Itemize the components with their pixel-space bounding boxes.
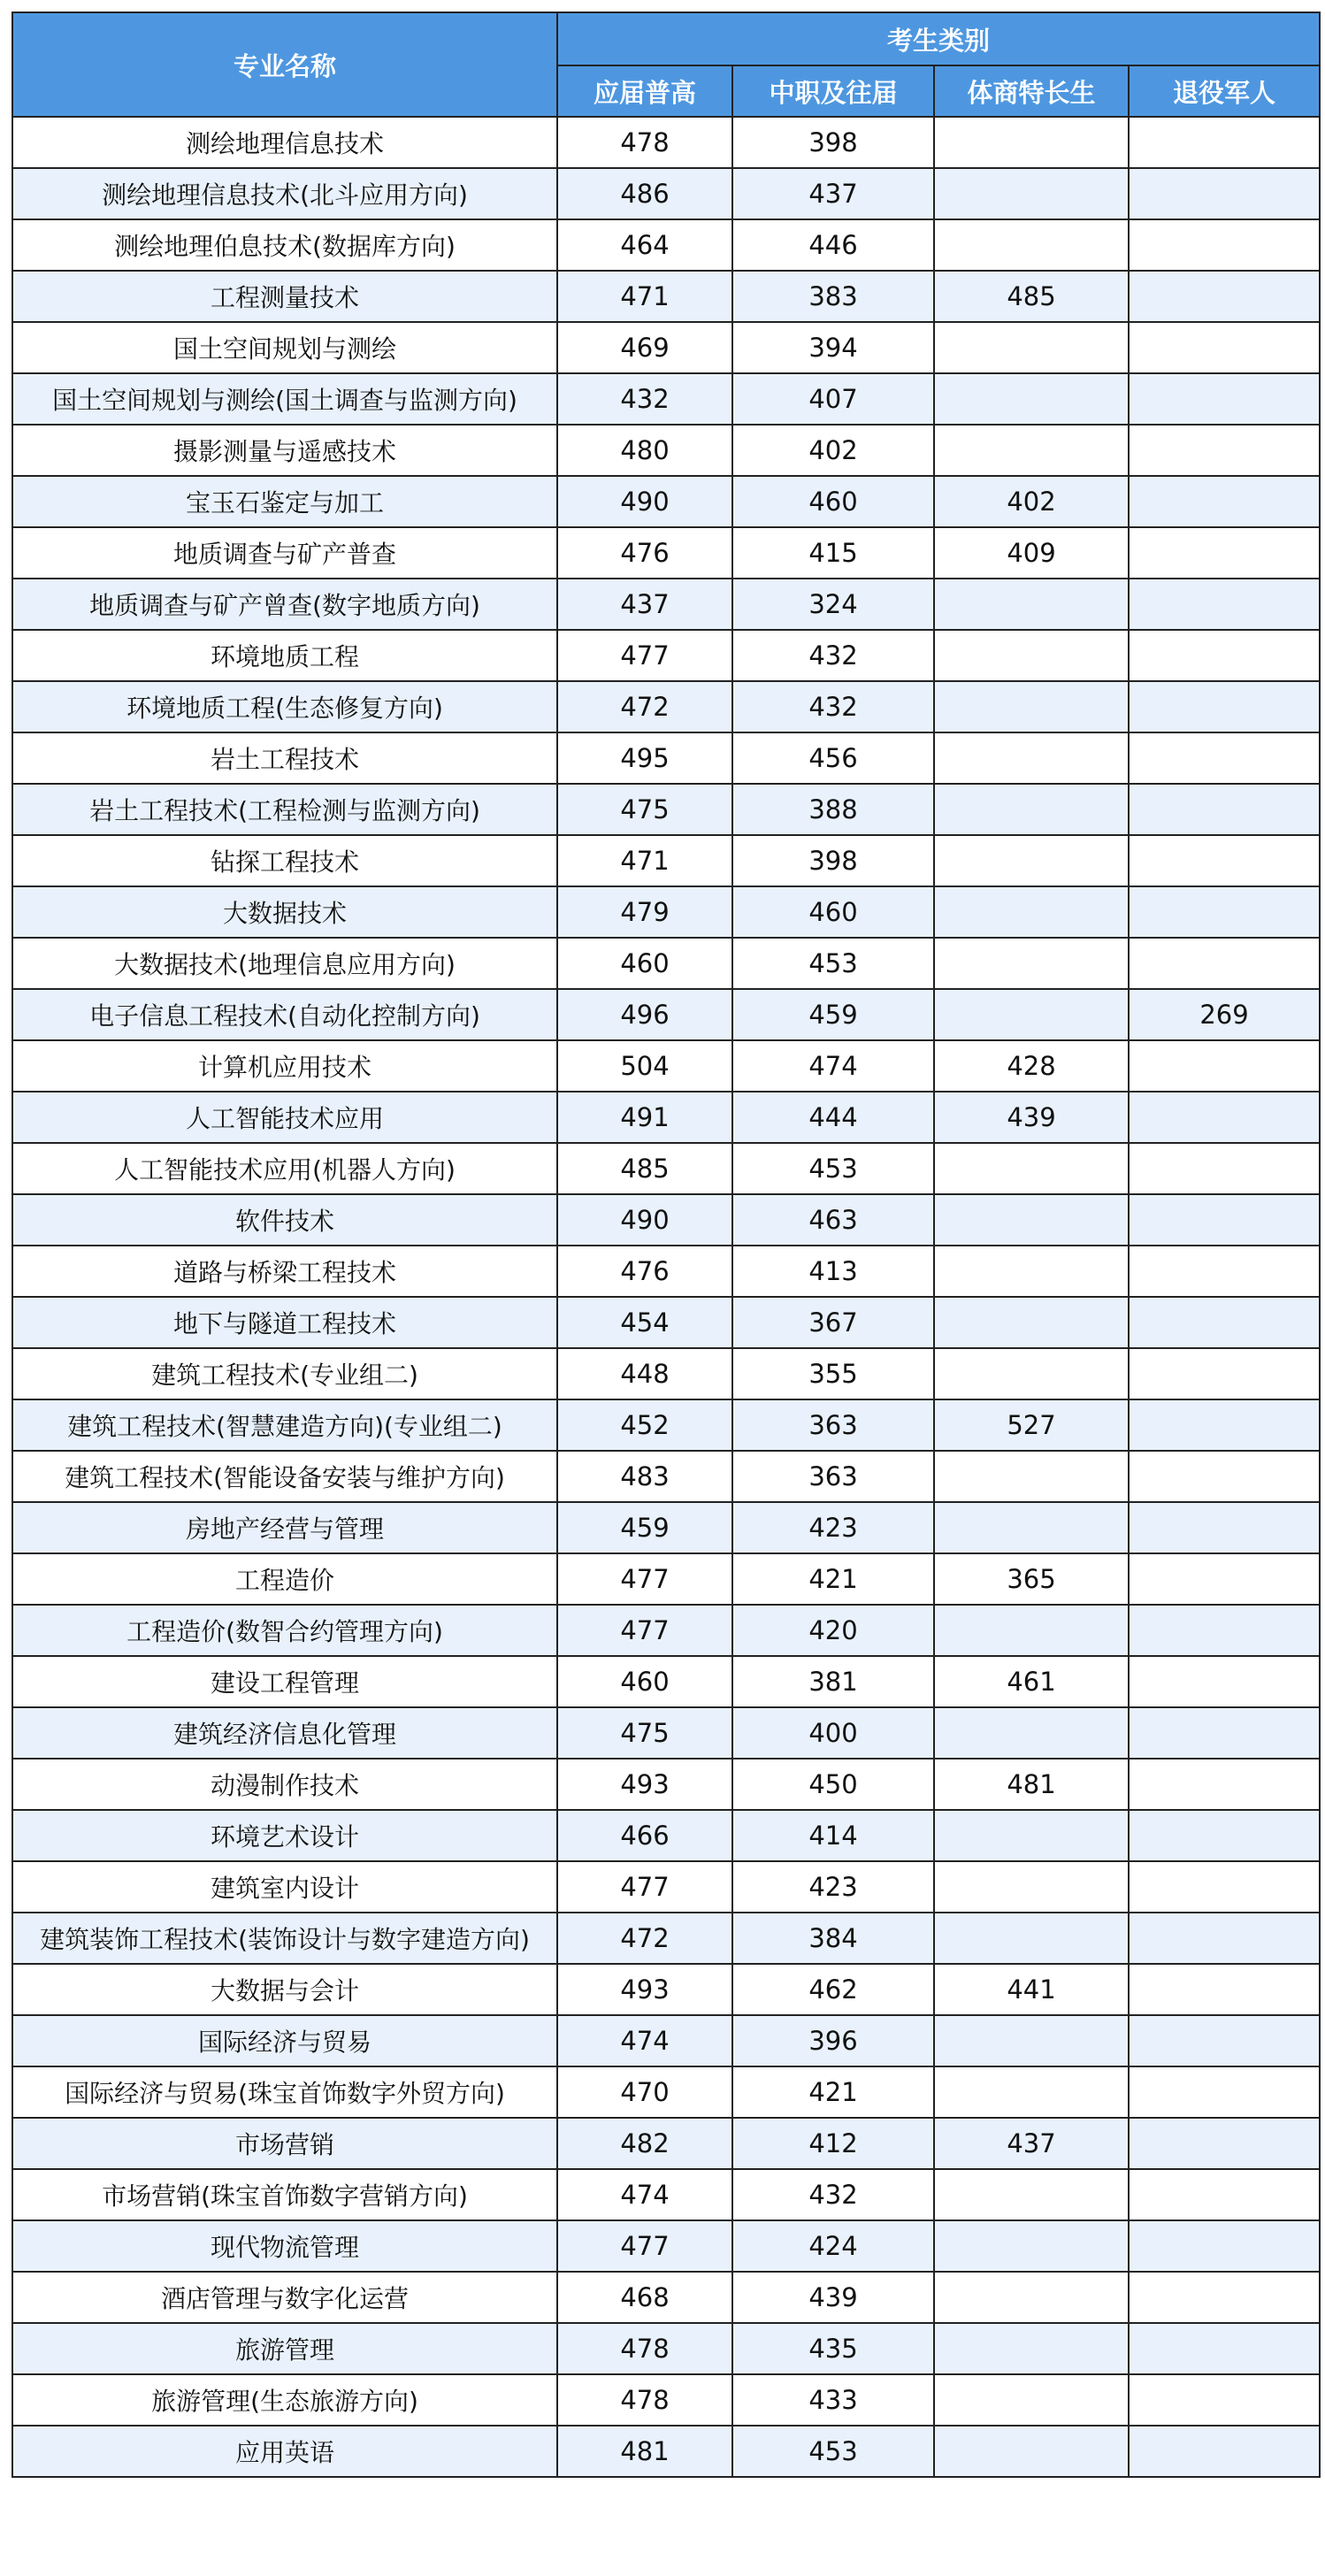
score-cell-3: 269 [1129, 989, 1320, 1040]
score-cell-1: 414 [732, 1810, 934, 1861]
major-name-cell: 酒店管理与数字化运营 [12, 2272, 557, 2323]
score-cell-2 [934, 2323, 1129, 2374]
major-name-cell: 工程造价 [12, 1553, 557, 1605]
score-cell-1: 402 [732, 425, 934, 476]
score-cell-0: 459 [557, 1502, 732, 1553]
score-cell-2 [934, 938, 1129, 989]
table-row [12, 2323, 1320, 2374]
header-category-2: 体商特长生 [934, 65, 1129, 117]
score-cell-2 [934, 1605, 1129, 1656]
table-row [12, 1964, 1320, 2015]
score-cell-1: 421 [732, 2066, 934, 2118]
table-row [12, 938, 1320, 989]
score-cell-0: 464 [557, 219, 732, 271]
score-cell-0: 485 [557, 1143, 732, 1194]
major-name-cell: 建筑经济信息化管理 [12, 1707, 557, 1759]
major-name-cell: 测绘地理信息技术(北斗应用方向) [12, 168, 557, 219]
table-row [12, 2220, 1320, 2272]
score-cell-3 [1129, 630, 1320, 681]
table-row [12, 2015, 1320, 2066]
score-cell-1: 363 [732, 1451, 934, 1502]
score-cell-2 [934, 1143, 1129, 1194]
table-row [12, 2374, 1320, 2426]
table-row [12, 1143, 1320, 1194]
table-row [12, 630, 1320, 681]
score-cell-1: 460 [732, 476, 934, 527]
score-cell-3 [1129, 835, 1320, 886]
score-cell-1: 462 [732, 1964, 934, 2015]
score-cell-0: 477 [557, 1553, 732, 1605]
score-cell-0: 493 [557, 1759, 732, 1810]
score-cell-1: 415 [732, 527, 934, 579]
score-cell-1: 474 [732, 1040, 934, 1092]
score-cell-0: 432 [557, 373, 732, 425]
table-row [12, 1605, 1320, 1656]
table-row [12, 425, 1320, 476]
score-cell-2 [934, 1913, 1129, 1964]
table-row [12, 835, 1320, 886]
score-cell-0: 478 [557, 2374, 732, 2426]
major-name-cell: 建设工程管理 [12, 1656, 557, 1707]
table-row [12, 1553, 1320, 1605]
score-cell-2 [934, 2066, 1129, 2118]
score-cell-1: 367 [732, 1297, 934, 1348]
score-cell-1: 433 [732, 2374, 934, 2426]
score-cell-2: 409 [934, 527, 1129, 579]
score-cell-2 [934, 579, 1129, 630]
score-cell-3 [1129, 1861, 1320, 1913]
score-cell-3 [1129, 117, 1320, 168]
score-cell-0: 475 [557, 784, 732, 835]
score-cell-0: 471 [557, 835, 732, 886]
major-name-cell: 环境地质工程(生态修复方向) [12, 681, 557, 732]
score-cell-1: 412 [732, 2118, 934, 2169]
table-row [12, 1502, 1320, 1553]
score-cell-1: 413 [732, 1246, 934, 1297]
major-name-cell: 现代物流管理 [12, 2220, 557, 2272]
major-name-cell: 钻探工程技术 [12, 835, 557, 886]
score-cell-3 [1129, 1451, 1320, 1502]
score-cell-3 [1129, 425, 1320, 476]
score-cell-0: 468 [557, 2272, 732, 2323]
score-cell-3 [1129, 1502, 1320, 1553]
score-cell-0: 470 [557, 2066, 732, 2118]
score-cell-3 [1129, 732, 1320, 784]
score-cell-0: 490 [557, 476, 732, 527]
table-body [12, 117, 1320, 2477]
table-row [12, 784, 1320, 835]
score-cell-0: 448 [557, 1348, 732, 1399]
major-name-cell: 国土空间规划与测绘 [12, 322, 557, 373]
score-cell-3 [1129, 322, 1320, 373]
score-cell-3 [1129, 2323, 1320, 2374]
score-cell-1: 324 [732, 579, 934, 630]
score-cell-2 [934, 835, 1129, 886]
table-row [12, 1297, 1320, 1348]
score-cell-2 [934, 1707, 1129, 1759]
score-cell-2 [934, 784, 1129, 835]
score-cell-3 [1129, 373, 1320, 425]
score-cell-0: 478 [557, 2323, 732, 2374]
table-row [12, 681, 1320, 732]
score-cell-0: 474 [557, 2169, 732, 2220]
major-name-cell: 大数据技术(地理信息应用方向) [12, 938, 557, 989]
major-name-cell: 环境艺术设计 [12, 1810, 557, 1861]
score-cell-1: 453 [732, 938, 934, 989]
score-cell-3 [1129, 1707, 1320, 1759]
score-cell-0: 477 [557, 2220, 732, 2272]
major-name-cell: 市场营销 [12, 2118, 557, 2169]
score-cell-0: 454 [557, 1297, 732, 1348]
major-name-cell: 道路与桥梁工程技术 [12, 1246, 557, 1297]
score-cell-3 [1129, 2374, 1320, 2426]
score-cell-2 [934, 425, 1129, 476]
score-cell-3 [1129, 2220, 1320, 2272]
score-cell-2: 485 [934, 271, 1129, 322]
score-cell-0: 471 [557, 271, 732, 322]
major-name-cell: 地质调查与矿产普查 [12, 527, 557, 579]
score-cell-3 [1129, 1964, 1320, 2015]
score-cell-2 [934, 1194, 1129, 1246]
score-cell-2 [934, 117, 1129, 168]
score-cell-0: 475 [557, 1707, 732, 1759]
score-cell-2 [934, 732, 1129, 784]
score-cell-2 [934, 373, 1129, 425]
score-cell-2: 402 [934, 476, 1129, 527]
major-name-cell: 电子信息工程技术(自动化控制方向) [12, 989, 557, 1040]
score-cell-0: 478 [557, 117, 732, 168]
major-name-cell: 人工智能技术应用(机器人方向) [12, 1143, 557, 1194]
score-cell-0: 493 [557, 1964, 732, 2015]
major-name-cell: 旅游管理(生态旅游方向) [12, 2374, 557, 2426]
score-cell-0: 490 [557, 1194, 732, 1246]
score-cell-1: 459 [732, 989, 934, 1040]
score-cell-1: 398 [732, 835, 934, 886]
table-row [12, 1451, 1320, 1502]
major-name-cell: 建筑工程技术(专业组二) [12, 1348, 557, 1399]
score-cell-2 [934, 1297, 1129, 1348]
score-cell-0: 495 [557, 732, 732, 784]
table-row [12, 322, 1320, 373]
score-cell-0: 476 [557, 527, 732, 579]
table-row [12, 1913, 1320, 1964]
major-name-cell: 地质调查与矿产曾查(数字地质方向) [12, 579, 557, 630]
score-cell-1: 394 [732, 322, 934, 373]
score-cell-1: 388 [732, 784, 934, 835]
score-cell-2 [934, 2169, 1129, 2220]
score-cell-1: 407 [732, 373, 934, 425]
score-table-container [11, 12, 1319, 2478]
score-cell-1: 460 [732, 886, 934, 938]
score-cell-0: 477 [557, 1605, 732, 1656]
score-cell-1: 432 [732, 630, 934, 681]
major-name-cell: 市场营销(珠宝首饰数字营销方向) [12, 2169, 557, 2220]
score-cell-0: 491 [557, 1092, 732, 1143]
table-row [12, 476, 1320, 527]
major-name-cell: 测绘地理伯息技术(数据库方向) [12, 219, 557, 271]
table-row [12, 2169, 1320, 2220]
score-cell-3 [1129, 2015, 1320, 2066]
table-row [12, 168, 1320, 219]
score-cell-2 [934, 219, 1129, 271]
header-major-name: 专业名称 [12, 12, 557, 117]
score-cell-3 [1129, 1810, 1320, 1861]
major-name-cell: 大数据技术 [12, 886, 557, 938]
score-cell-2 [934, 2426, 1129, 2477]
table-row [12, 1707, 1320, 1759]
score-cell-0: 472 [557, 1913, 732, 1964]
score-cell-0: 437 [557, 579, 732, 630]
score-cell-2 [934, 681, 1129, 732]
table-row [12, 1861, 1320, 1913]
score-cell-1: 453 [732, 1143, 934, 1194]
score-cell-1: 423 [732, 1502, 934, 1553]
score-cell-3 [1129, 476, 1320, 527]
score-cell-3 [1129, 579, 1320, 630]
score-cell-1: 355 [732, 1348, 934, 1399]
table-row [12, 117, 1320, 168]
score-cell-1: 444 [732, 1092, 934, 1143]
table-row [12, 1040, 1320, 1092]
admission-score-table [11, 12, 1321, 2478]
score-cell-0: 472 [557, 681, 732, 732]
score-cell-1: 421 [732, 1553, 934, 1605]
score-cell-1: 450 [732, 1759, 934, 1810]
score-cell-3 [1129, 2272, 1320, 2323]
header-category-0: 应届普高 [557, 65, 732, 117]
score-cell-1: 363 [732, 1399, 934, 1451]
score-cell-3 [1129, 271, 1320, 322]
score-cell-3 [1129, 1092, 1320, 1143]
score-cell-2: 439 [934, 1092, 1129, 1143]
score-cell-3 [1129, 1040, 1320, 1092]
table-row [12, 1810, 1320, 1861]
score-cell-0: 469 [557, 322, 732, 373]
score-cell-3 [1129, 1143, 1320, 1194]
score-cell-3 [1129, 1913, 1320, 1964]
major-name-cell: 动漫制作技术 [12, 1759, 557, 1810]
header-category-3: 退役军人 [1129, 65, 1320, 117]
score-cell-3 [1129, 784, 1320, 835]
score-cell-2: 441 [934, 1964, 1129, 2015]
score-cell-1: 383 [732, 271, 934, 322]
score-cell-3 [1129, 1399, 1320, 1451]
major-name-cell: 旅游管理 [12, 2323, 557, 2374]
header-candidate-category: 考生类别 [557, 12, 1320, 65]
score-cell-3 [1129, 527, 1320, 579]
score-cell-2 [934, 1861, 1129, 1913]
score-cell-1: 432 [732, 681, 934, 732]
score-cell-2 [934, 322, 1129, 373]
score-cell-2 [934, 2272, 1129, 2323]
score-cell-3 [1129, 1348, 1320, 1399]
table-row [12, 886, 1320, 938]
score-cell-0: 460 [557, 1656, 732, 1707]
table-row [12, 1194, 1320, 1246]
score-cell-2: 527 [934, 1399, 1129, 1451]
score-cell-0: 504 [557, 1040, 732, 1092]
score-cell-2 [934, 1810, 1129, 1861]
score-cell-2: 481 [934, 1759, 1129, 1810]
score-cell-2 [934, 1502, 1129, 1553]
major-name-cell: 大数据与会计 [12, 1964, 557, 2015]
score-cell-3 [1129, 2118, 1320, 2169]
table-row [12, 989, 1320, 1040]
score-cell-1: 420 [732, 1605, 934, 1656]
table-row [12, 2118, 1320, 2169]
table-row [12, 271, 1320, 322]
score-cell-1: 437 [732, 168, 934, 219]
major-name-cell: 建筑室内设计 [12, 1861, 557, 1913]
table-row [12, 1759, 1320, 1810]
major-name-cell: 工程造价(数智合约管理方向) [12, 1605, 557, 1656]
table-row [12, 2426, 1320, 2477]
score-cell-2: 461 [934, 1656, 1129, 1707]
score-cell-3 [1129, 2066, 1320, 2118]
score-cell-1: 381 [732, 1656, 934, 1707]
major-name-cell: 应用英语 [12, 2426, 557, 2477]
table-row [12, 219, 1320, 271]
major-name-cell: 建筑装饰工程技术(装饰设计与数字建造方向) [12, 1913, 557, 1964]
score-cell-2 [934, 1451, 1129, 1502]
score-cell-0: 481 [557, 2426, 732, 2477]
score-cell-3 [1129, 1656, 1320, 1707]
score-cell-3 [1129, 2169, 1320, 2220]
score-cell-1: 435 [732, 2323, 934, 2374]
score-cell-2 [934, 2015, 1129, 2066]
score-cell-2 [934, 630, 1129, 681]
table-row [12, 732, 1320, 784]
major-name-cell: 房地产经营与管理 [12, 1502, 557, 1553]
score-cell-0: 476 [557, 1246, 732, 1297]
score-cell-1: 439 [732, 2272, 934, 2323]
major-name-cell: 国土空间规划与测绘(国土调查与监测方向) [12, 373, 557, 425]
major-name-cell: 软件技术 [12, 1194, 557, 1246]
score-cell-3 [1129, 1553, 1320, 1605]
major-name-cell: 工程测量技术 [12, 271, 557, 322]
score-cell-1: 432 [732, 2169, 934, 2220]
score-cell-0: 486 [557, 168, 732, 219]
score-cell-1: 453 [732, 2426, 934, 2477]
major-name-cell: 地下与隧道工程技术 [12, 1297, 557, 1348]
score-cell-2 [934, 1348, 1129, 1399]
score-cell-1: 423 [732, 1861, 934, 1913]
score-cell-1: 463 [732, 1194, 934, 1246]
score-cell-0: 496 [557, 989, 732, 1040]
score-cell-0: 480 [557, 425, 732, 476]
score-cell-2: 437 [934, 2118, 1129, 2169]
score-cell-3 [1129, 219, 1320, 271]
score-cell-2 [934, 2220, 1129, 2272]
major-name-cell: 岩土工程技术(工程检测与监测方向) [12, 784, 557, 835]
score-cell-0: 479 [557, 886, 732, 938]
major-name-cell: 计算机应用技术 [12, 1040, 557, 1092]
score-cell-3 [1129, 1246, 1320, 1297]
score-cell-1: 384 [732, 1913, 934, 1964]
score-cell-3 [1129, 1194, 1320, 1246]
score-cell-1: 446 [732, 219, 934, 271]
major-name-cell: 国际经济与贸易(珠宝首饰数字外贸方向) [12, 2066, 557, 2118]
table-header [12, 12, 1320, 117]
score-cell-2 [934, 989, 1129, 1040]
header-category-1: 中职及往届 [732, 65, 934, 117]
table-row [12, 2272, 1320, 2323]
table-row [12, 1656, 1320, 1707]
table-row [12, 527, 1320, 579]
score-cell-3 [1129, 2426, 1320, 2477]
score-cell-3 [1129, 938, 1320, 989]
score-cell-2 [934, 2374, 1129, 2426]
score-cell-3 [1129, 1297, 1320, 1348]
score-cell-3 [1129, 1605, 1320, 1656]
score-cell-1: 400 [732, 1707, 934, 1759]
score-cell-2 [934, 168, 1129, 219]
table-row [12, 1246, 1320, 1297]
score-cell-0: 477 [557, 630, 732, 681]
major-name-cell: 环境地质工程 [12, 630, 557, 681]
major-name-cell: 人工智能技术应用 [12, 1092, 557, 1143]
score-cell-0: 477 [557, 1861, 732, 1913]
table-row [12, 1092, 1320, 1143]
score-cell-3 [1129, 1759, 1320, 1810]
table-row [12, 373, 1320, 425]
score-cell-3 [1129, 886, 1320, 938]
major-name-cell: 岩土工程技术 [12, 732, 557, 784]
score-cell-2 [934, 1246, 1129, 1297]
table-row [12, 1348, 1320, 1399]
major-name-cell: 建筑工程技术(智慧建造方向)(专业组二) [12, 1399, 557, 1451]
score-cell-3 [1129, 681, 1320, 732]
score-cell-2 [934, 886, 1129, 938]
score-cell-0: 483 [557, 1451, 732, 1502]
table-row [12, 2066, 1320, 2118]
score-cell-1: 398 [732, 117, 934, 168]
score-cell-2: 365 [934, 1553, 1129, 1605]
score-cell-1: 396 [732, 2015, 934, 2066]
score-cell-2: 428 [934, 1040, 1129, 1092]
score-cell-3 [1129, 168, 1320, 219]
table-row [12, 579, 1320, 630]
major-name-cell: 摄影测量与遥感技术 [12, 425, 557, 476]
score-cell-0: 452 [557, 1399, 732, 1451]
score-cell-1: 456 [732, 732, 934, 784]
score-cell-0: 460 [557, 938, 732, 989]
score-cell-0: 482 [557, 2118, 732, 2169]
major-name-cell: 国际经济与贸易 [12, 2015, 557, 2066]
major-name-cell: 建筑工程技术(智能设备安装与维护方向) [12, 1451, 557, 1502]
score-cell-0: 466 [557, 1810, 732, 1861]
score-cell-0: 474 [557, 2015, 732, 2066]
major-name-cell: 测绘地理信息技术 [12, 117, 557, 168]
major-name-cell: 宝玉石鉴定与加工 [12, 476, 557, 527]
table-row [12, 1399, 1320, 1451]
score-cell-1: 424 [732, 2220, 934, 2272]
